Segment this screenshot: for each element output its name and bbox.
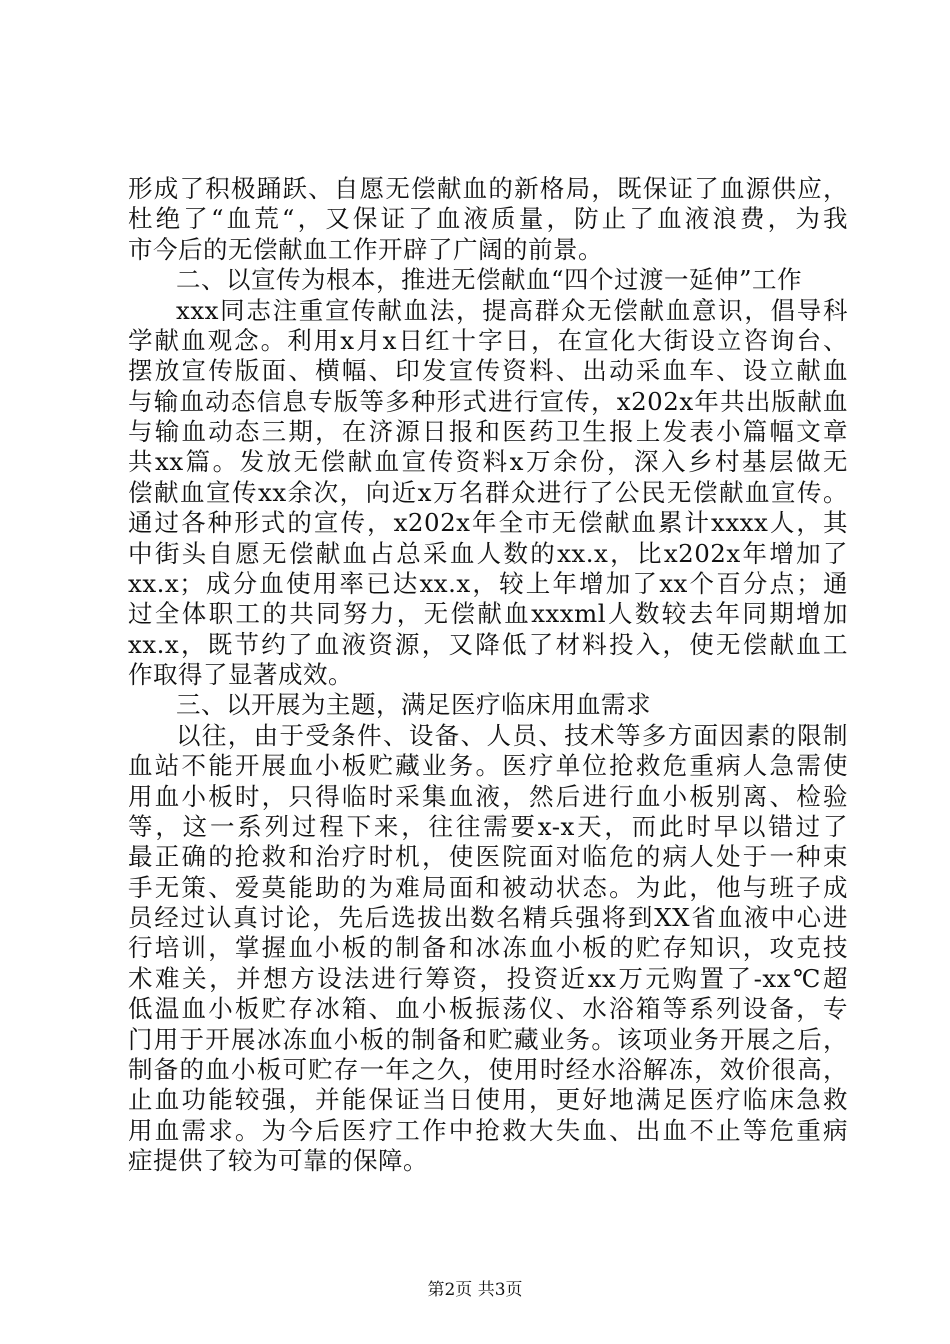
body-text-line: 通过各种形式的宣传，x202x年全市无偿献血累计xxxx人，其 (128, 508, 848, 538)
body-text-line: 手无策、爱莫能助的为难局面和被动状态。为此，他与班子成 (128, 872, 848, 902)
body-text-line: xx.x，既节约了血液资源，又降低了材料投入，使无偿献血工 (128, 629, 848, 659)
body-text-line: 症提供了较为可靠的保障。 (128, 1146, 428, 1175)
body-text-line: 偿献血宣传xx余次，向近x万名群众进行了公民无偿献血宣传。 (128, 477, 848, 507)
body-text-line: 用血需求。为今后医疗工作中抢救大失血、出血不止等危重病 (128, 1115, 848, 1145)
page-number-footer: 第2页 共3页 (427, 1280, 523, 1300)
body-text-line: 员经过认真讨论，先后选拔出数名精兵强将到XX省血液中心进 (128, 903, 848, 932)
body-text-line: 与输血动态三期，在济源日报和医药卫生报上发表小篇幅文章 (128, 417, 848, 446)
body-text-line: 最正确的抢救和治疗时机，使医院面对临危的病人处于一种束 (128, 842, 848, 872)
body-text-line: 用血小板时，只得临时采集血液，然后进行血小板别离、检验 (128, 781, 848, 811)
body-text-line: 市今后的无偿献血工作开辟了广阔的前景。 (128, 234, 603, 264)
body-text-line: 形成了积极踊跃、自愿无偿献血的新格局，既保证了血源供应， (128, 174, 848, 203)
body-text-line: 等，这一系列过程下来，往往需要x-x天，而此时早以错过了 (128, 811, 848, 841)
body-text-line: 作取得了显著成效。 (128, 660, 353, 689)
body-text-line: 学献血观念。利用x月x日红十字日，在宣化大街设立咨询台、 (128, 325, 848, 355)
body-text-line: 杜绝了“血荒“，又保证了血液质量，防止了血液浪费，为我 (128, 204, 848, 234)
body-text-line: 低温血小板贮存冰箱、血小板振荡仪、水浴箱等系列设备，专 (128, 994, 848, 1024)
body-text-line: 止血功能较强，并能保证当日使用，更好地满足医疗临床急救 (128, 1085, 848, 1115)
body-text-line: xxx同志注重宣传献血法，提高群众无偿献血意识，倡导科 (176, 295, 848, 325)
body-text-line: 摆放宣传版面、横幅、印发宣传资料、出动采血车、设立献血 (128, 356, 848, 386)
section-heading: 三、以开展为主题，满足医疗临床用血需求 (176, 690, 651, 720)
body-text-line: 术难关，并想方设法进行筹资，投资近xx万元购置了-xx℃超 (128, 963, 848, 993)
body-text-line: 制备的血小板可贮存一年之久，使用时经水浴解冻，效价很高， (128, 1054, 848, 1084)
body-text-line: xx.x；成分血使用率已达xx.x，较上年增加了xx个百分点；通 (128, 568, 848, 598)
body-text-line: 过全体职工的共同努力，无偿献血xxxml人数较去年同期增加 (128, 599, 848, 629)
body-text-line: 共xx篇。发放无偿献血宣传资料x万余份，深入乡村基层做无 (128, 447, 848, 477)
body-text-line: 中街头自愿无偿献血占总采血人数的xx.x，比x202x年增加了 (128, 538, 848, 568)
body-text-line: 门用于开展冰冻血小板的制备和贮藏业务。该项业务开展之后， (128, 1024, 848, 1054)
body-text-line: 行培训，掌握血小板的制备和冰冻血小板的贮存知识，攻克技 (128, 933, 848, 963)
body-text-line: 以往，由于受条件、设备、人员、技术等多方面因素的限制 (176, 720, 848, 750)
section-heading: 二、以宣传为根本，推进无偿献血“四个过渡一延伸”工作 (176, 265, 803, 295)
body-text-line: 血站不能开展血小板贮藏业务。医疗单位抢救危重病人急需使 (128, 751, 848, 781)
body-text-line: 与输血动态信息专版等多种形式进行宣传，x202x年共出版献血 (128, 386, 848, 416)
